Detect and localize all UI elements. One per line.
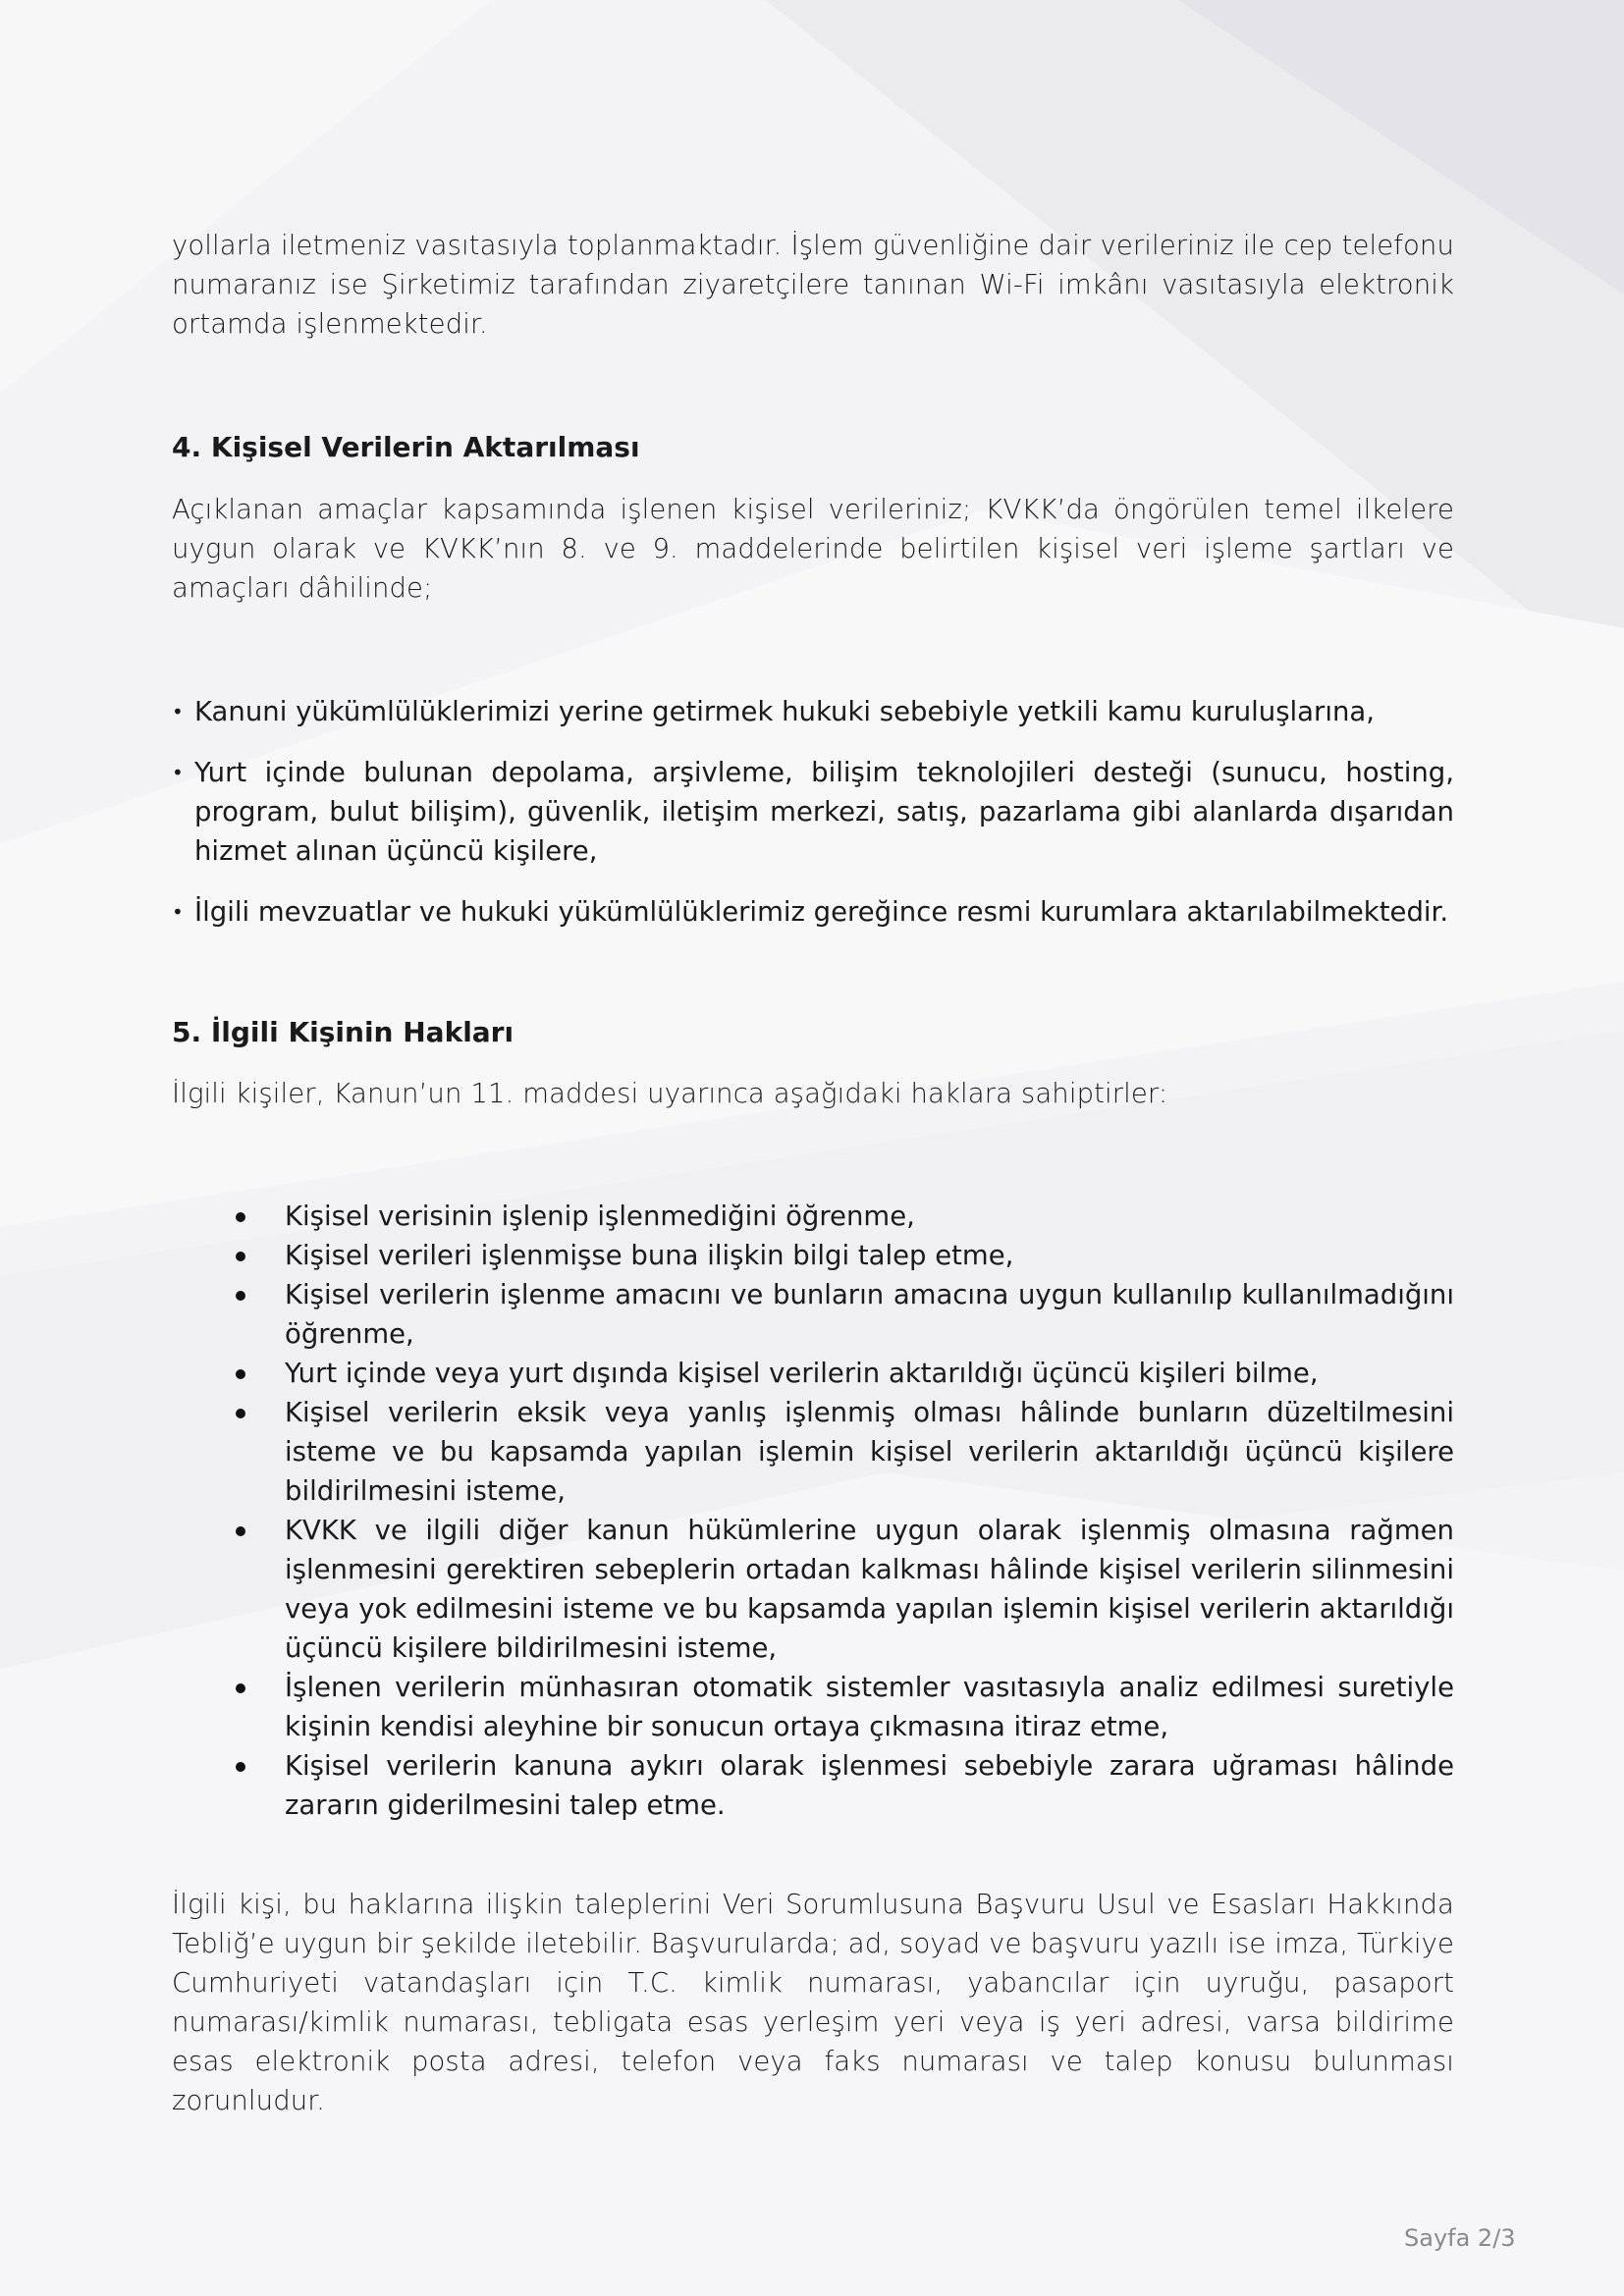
list-item: Kişisel verilerin işlenme amacını ve bunların amacına uygun kullanılıp kullanılmadığını öğrenme, [236,1275,1454,1354]
bullet-marker [236,1252,245,1261]
list-item: • İlgili mevzuatlar ve hukuki yükümlülüklerimiz gereğince resmi kurumlara aktarılabilmektedir. [172,892,1454,932]
list-item: Kişisel verisinin işlenip işlenmediğini öğrenme, [236,1197,1454,1236]
section-5-paragraph: İlgili kişiler, Kanun’un 11. maddesi uyarınca aşağıdaki haklara sahiptirler: [172,1078,1168,1109]
bullet-marker [236,1212,245,1222]
list-item: Yurt içinde veya yurt dışında kişisel verilerin aktarıldığı üçüncü kişileri bilme, [236,1354,1454,1393]
list-item: KVKK ve ilgili diğer kanun hükümlerine uygun olarak işlenmiş olmasına rağmen işlenmesini gerektiren sebeplerin ortadan kalkması hâlinde kişisel verilerin silinmesini veya yok edilmesini isteme ve bu kapsamda yapılan işlemin kişisel verilerin aktarıldığı üçüncü kişilere bildirilmesini isteme, [236,1511,1454,1668]
closing-paragraph: İlgili kişi, bu haklarına ilişkin taleplerini Veri Sorumlusuna Başvuru Usul ve Esasları Hakkında Tebliğ’e uygun bir şekilde iletebilir. Başvurularda; ad, soyad ve başvuru yazılı ise imza, Türkiye Cumhuriyeti vatandaşları için T.C. kimlik numarası, yabancılar için uyruğu, pasaport numarası/kimlik numarası, tebligata esas yerleşim yeri veya iş yeri adresi, varsa bildirime esas elektronik posta adresi, telefon veya faks numarası ve talep konusu bulunması zorunludur. [172,1889,1454,2116]
list-item: Kişisel verileri işlenmişse buna ilişkin bilgi talep etme, [236,1236,1454,1275]
section-4-list [172,692,1454,953]
bullet-marker [236,1526,245,1536]
dot-marker: • [172,761,184,784]
section-4-paragraph: Açıklanan amaçlar kapsamında işlenen kişisel verileriniz; KVKK’da öngörülen temel ilkelere uygun olarak ve KVKK’nın 8. ve 9. maddelerinde belirtilen kişisel veri işleme şartları ve amaçları dâhilinde; [172,494,1454,604]
section-5-heading: 5. İlgili Kişinin Hakları [172,1016,514,1048]
bullet-marker [236,1683,245,1693]
bullet-marker [236,1369,245,1379]
list-item: İşlenen verilerin münhasıran otomatik sistemler vasıtasıyla analiz edilmesi suretiyle kişinin kendisi aleyhine bir sonucun ortaya çıkmasına itiraz etme, [236,1668,1454,1746]
intro-paragraph: yollarla iletmeniz vasıtasıyla toplanmaktadır. İşlem güvenliğine dair verileriniz ile cep telefonu numaranız ise Şirketimiz tarafından ziyaretçilere tanınan Wi-Fi imkânı vasıtasıyla elektronik ortamda işlenmektedir. [172,230,1454,340]
list-item: • Kanuni yükümlülüklerimizi yerine getirmek hukuki sebebiyle yetkili kamu kuruluşlarına, [172,692,1454,731]
list-item: • Yurt içinde bulunan depolama, arşivleme, bilişim teknolojileri desteği (sunucu, hosting, program, bulut bilişim), güvenlik, iletişim merkezi, satış, pazarlama gibi alanlarda dışarıdan hizmet alınan üçüncü kişilere, [172,753,1454,871]
bullet-marker [236,1409,245,1418]
bullet-marker [236,1291,245,1301]
section-4-heading: 4. Kişisel Verilerin Aktarılması [172,431,640,463]
dot-marker: • [172,900,184,924]
page-number: Sayfa 2/3 [1404,2224,1516,2252]
rights-list [236,1197,1454,1825]
dot-marker: • [172,700,184,723]
bullet-marker [236,1762,245,1772]
list-item: Kişisel verilerin eksik veya yanlış işlenmiş olması hâlinde bunların düzeltilmesini isteme ve bu kapsamda yapılan işlemin kişisel verilerin aktarıldığı üçüncü kişilere bildirilmesini isteme, [236,1393,1454,1511]
list-item: Kişisel verilerin kanuna aykırı olarak işlenmesi sebebiyle zarara uğraması hâlinde zararın giderilmesini talep etme. [236,1746,1454,1825]
